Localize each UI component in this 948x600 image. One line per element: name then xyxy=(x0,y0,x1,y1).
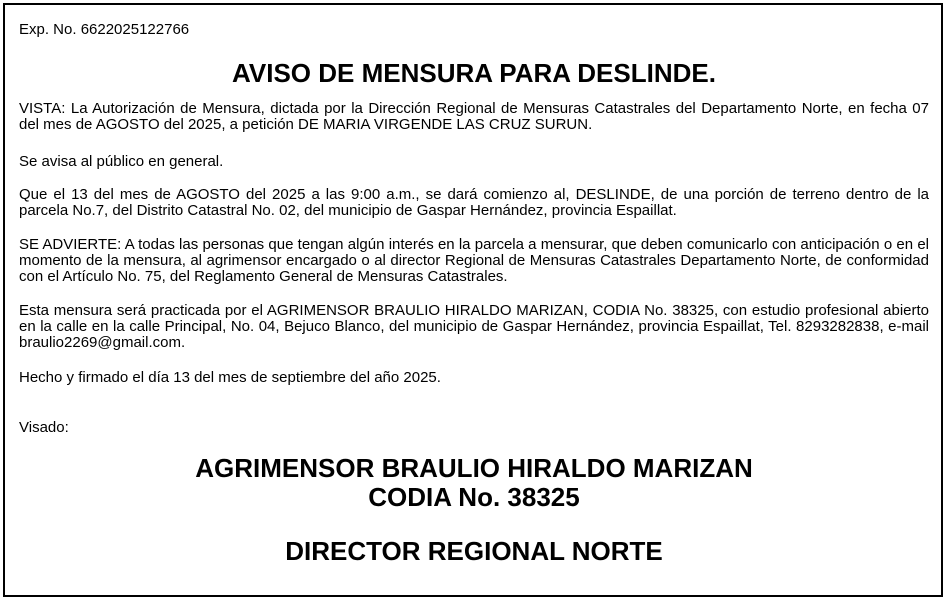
exp-number: Exp. No. 6622025122766 xyxy=(19,21,190,38)
paragraph-aviso: Se avisa al público en general. xyxy=(19,153,224,170)
paragraph-vista: VISTA: La Autorización de Mensura, dictada por la Dirección Regional de Mensuras Catastrales del Departamento Norte, en fecha 07 del mes de AGOSTO del 2025, a petición DE MARIA VIRGENDE LAS CRUZ SURUN. xyxy=(19,100,929,133)
signature-codia: CODIA No. 38325 xyxy=(368,482,580,512)
signature-director: DIRECTOR REGIONAL NORTE xyxy=(285,536,663,566)
paragraph-advierte: SE ADVIERTE: A todas las personas que tengan algún interés en la parcela a mensurar, que deben comunicarlo con anticipación o en el momento de la mensura, al agrimensor encargado o al director Regional de Mensuras Catastrales Departamento Norte, de conformidad con el Artículo No. 75, del Reglamento General de Mensuras Catastrales. xyxy=(19,236,929,285)
paragraph-visado: Visado: xyxy=(19,419,69,436)
notice-title: AVISO DE MENSURA PARA DESLINDE. xyxy=(232,58,716,88)
paragraph-practicada: Esta mensura será practicada por el AGRIMENSOR BRAULIO HIRALDO MARIZAN, CODIA No. 38325, con estudio profesional abierto en la calle en la calle Principal, No. 04, Bejuco Blanco, del municipio de Gaspar Hernández, provincia Espaillat, Tel. 8293282838, e-mail braulio2269@gmail.com. xyxy=(19,302,929,351)
paragraph-que: Que el 13 del mes de AGOSTO del 2025 a las 9:00 a.m., se dará comienzo al, DESLINDE, de una porción de terreno dentro de la parcela No.7, del Distrito Catastral No. 02, del municipio de Gaspar Hernández, provincia Espaillat. xyxy=(19,186,929,219)
paragraph-hecho: Hecho y firmado el día 13 del mes de septiembre del año 2025. xyxy=(19,369,441,386)
notice-frame xyxy=(3,3,943,597)
signature-name: AGRIMENSOR BRAULIO HIRALDO MARIZAN xyxy=(195,453,753,483)
